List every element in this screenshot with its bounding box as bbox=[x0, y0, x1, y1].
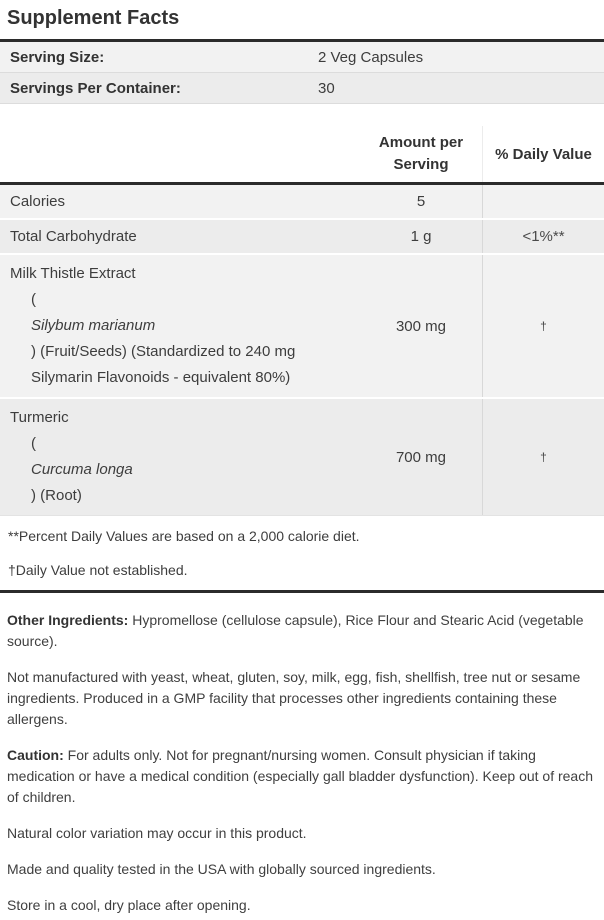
serving-info-section bbox=[0, 42, 604, 104]
header-name-column bbox=[0, 126, 360, 182]
made-in-usa-text: Made and quality tested in the USA with globally sourced ingredients. bbox=[7, 861, 436, 877]
caution-label: Caution: bbox=[7, 747, 64, 763]
servings-per-container-label: Servings Per Container: bbox=[10, 79, 181, 97]
ingredient-name: Milk Thistle Extract bbox=[10, 265, 136, 282]
footnote-daily-value-not-established: †Daily Value not established. bbox=[8, 562, 188, 578]
other-ingredients-label: Other Ingredients: bbox=[7, 612, 129, 628]
footnote-percent-daily-values: **Percent Daily Values are based on a 2,000 calorie diet. bbox=[8, 528, 360, 544]
servings-per-container-value: 30 bbox=[318, 79, 335, 97]
spacer bbox=[0, 104, 604, 126]
table-row-calories bbox=[0, 185, 604, 218]
ingredient-latin-name: Curcuma longa bbox=[31, 461, 133, 478]
row-daily-value: † bbox=[482, 255, 604, 397]
servings-per-container-row bbox=[0, 73, 604, 104]
header-amount-per-serving bbox=[360, 126, 482, 182]
ingredient-detail-line1: ) (Root) bbox=[31, 487, 82, 504]
table-row-milk-thistle bbox=[0, 255, 604, 397]
other-ingredients-paragraph bbox=[7, 610, 604, 652]
allergen-paragraph bbox=[7, 667, 604, 730]
footnotes-section bbox=[0, 516, 604, 590]
page-title: Supplement Facts bbox=[7, 7, 180, 29]
table-row-total-carbohydrate bbox=[0, 220, 604, 253]
ingredient-paren-open: ( bbox=[31, 291, 36, 308]
made-in-usa-paragraph bbox=[7, 859, 604, 880]
ingredient-detail-line1: ) (Fruit/Seeds) (Standardized to 240 mg bbox=[31, 343, 296, 360]
ingredient-detail-line2: Silymarin Flavonoids - equivalent 80%) bbox=[31, 369, 291, 386]
row-amount: 700 mg bbox=[395, 448, 447, 466]
storage-text: Store in a cool, dry place after opening. bbox=[7, 897, 251, 913]
ingredient-name: Turmeric bbox=[10, 409, 69, 426]
row-name: Total Carbohydrate bbox=[10, 228, 137, 245]
facts-table-header bbox=[0, 126, 604, 182]
color-variation-paragraph bbox=[7, 823, 604, 844]
caution-paragraph bbox=[7, 745, 604, 808]
allergen-text: Not manufactured with yeast, wheat, gluten, soy, milk, egg, fish, shellfish, tree nut or sesame ingredients. Produced in a GMP facility that processes other ingredients containing these allergens. bbox=[7, 669, 581, 727]
row-daily-value: † bbox=[482, 399, 604, 515]
serving-size-row bbox=[0, 42, 604, 73]
ingredient-paren-open: ( bbox=[31, 435, 36, 452]
caution-text: For adults only. Not for pregnant/nursing women. Consult physician if taking medication or have a medical condition (especially gall bladder dysfunction). Keep out of reach of children. bbox=[7, 747, 594, 805]
row-daily-value bbox=[482, 185, 604, 218]
ingredient-latin-name: Silybum marianum bbox=[31, 317, 156, 334]
header-amount-line2: Serving bbox=[393, 156, 449, 173]
row-amount: 1 g bbox=[410, 228, 432, 245]
storage-paragraph bbox=[7, 895, 604, 916]
header-amount-line1: Amount per bbox=[378, 134, 464, 151]
header-daily-value: % Daily Value bbox=[482, 126, 604, 182]
serving-size-value: 2 Veg Capsules bbox=[318, 48, 424, 66]
row-daily-value: <1%** bbox=[482, 220, 604, 253]
other-ingredients-text: Hypromellose (cellulose capsule), Rice Flour and Stearic Acid (vegetable source). bbox=[7, 612, 584, 649]
additional-info-section bbox=[0, 593, 604, 920]
table-row-turmeric bbox=[0, 399, 604, 516]
row-name: Calories bbox=[10, 193, 66, 210]
row-name-block bbox=[0, 399, 360, 515]
row-amount: 5 bbox=[416, 193, 426, 210]
serving-size-label: Serving Size: bbox=[10, 48, 105, 66]
color-variation-text: Natural color variation may occur in this product. bbox=[7, 825, 307, 841]
row-amount: 300 mg bbox=[395, 317, 447, 335]
facts-table-body bbox=[0, 185, 604, 516]
row-name-block bbox=[0, 255, 360, 397]
